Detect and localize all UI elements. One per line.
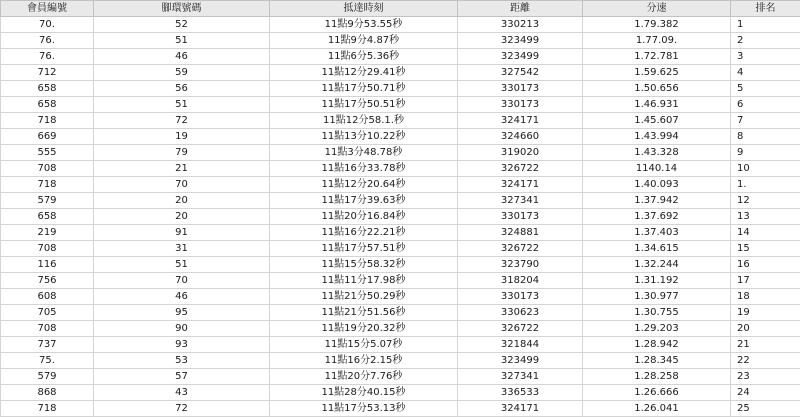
- cell-rank: 9: [731, 145, 800, 161]
- cell-distance: 326722: [458, 321, 583, 337]
- cell-ring-number: 52: [94, 17, 270, 33]
- cell-rank: 1.: [731, 177, 800, 193]
- cell-arrival-time: 11點12分29.41秒: [270, 65, 458, 81]
- table-row[interactable]: [1, 33, 800, 49]
- cell-distance: 327341: [458, 369, 583, 385]
- cell-ring-number: 56: [94, 81, 270, 97]
- cell-ring-number: 90: [94, 321, 270, 337]
- cell-arrival-time: 11點16分22.21秒: [270, 225, 458, 241]
- cell-rank: 24: [731, 385, 800, 401]
- cell-ring-number: 31: [94, 241, 270, 257]
- table-row[interactable]: [1, 129, 800, 145]
- cell-arrival-time: 11點20分16.84秒: [270, 209, 458, 225]
- cell-distance: 327542: [458, 65, 583, 81]
- cell-ring-number: 72: [94, 401, 270, 417]
- cell-distance: 324660: [458, 129, 583, 145]
- cell-rank: 2: [731, 33, 800, 49]
- cell-distance: 321844: [458, 337, 583, 353]
- cell-speed: 1.72.781: [583, 49, 731, 65]
- cell-arrival-time: 11點9分53.55秒: [270, 17, 458, 33]
- table-row[interactable]: [1, 97, 800, 113]
- cell-ring-number: 57: [94, 369, 270, 385]
- cell-speed: 1.50.656: [583, 81, 731, 97]
- cell-distance: 326722: [458, 161, 583, 177]
- cell-arrival-time: 11點12分20.64秒: [270, 177, 458, 193]
- cell-member-id: 116: [1, 257, 94, 273]
- cell-distance: 324881: [458, 225, 583, 241]
- cell-ring-number: 70: [94, 177, 270, 193]
- cell-arrival-time: 11點16分2.15秒: [270, 353, 458, 369]
- cell-distance: 323499: [458, 49, 583, 65]
- cell-rank: 23: [731, 369, 800, 385]
- cell-speed: 1.45.607: [583, 113, 731, 129]
- table-row[interactable]: [1, 81, 800, 97]
- cell-ring-number: 21: [94, 161, 270, 177]
- header-ring-number[interactable]: 腳環號碼: [94, 1, 270, 17]
- cell-member-id: 708: [1, 321, 94, 337]
- table-row[interactable]: [1, 49, 800, 65]
- cell-rank: 10: [731, 161, 800, 177]
- table-row[interactable]: [1, 273, 800, 289]
- cell-speed: 1.59.625: [583, 65, 731, 81]
- cell-member-id: 712: [1, 65, 94, 81]
- cell-arrival-time: 11點13分10.22秒: [270, 129, 458, 145]
- cell-speed: 1.26.666: [583, 385, 731, 401]
- cell-member-id: 756: [1, 273, 94, 289]
- table-row[interactable]: [1, 353, 800, 369]
- cell-speed: 1.31.192: [583, 273, 731, 289]
- cell-distance: 327341: [458, 193, 583, 209]
- table-row[interactable]: [1, 65, 800, 81]
- cell-member-id: 76.: [1, 49, 94, 65]
- cell-member-id: 708: [1, 161, 94, 177]
- cell-arrival-time: 11點11分17.98秒: [270, 273, 458, 289]
- cell-rank: 3: [731, 49, 800, 65]
- cell-speed: 1140.14: [583, 161, 731, 177]
- table-row[interactable]: [1, 225, 800, 241]
- cell-speed: 1.46.931: [583, 97, 731, 113]
- table-row[interactable]: [1, 161, 800, 177]
- cell-distance: 323790: [458, 257, 583, 273]
- table-row[interactable]: [1, 209, 800, 225]
- table-body: [1, 17, 800, 417]
- cell-distance: 330623: [458, 305, 583, 321]
- cell-arrival-time: 11點6分5.36秒: [270, 49, 458, 65]
- cell-member-id: 658: [1, 97, 94, 113]
- cell-member-id: 76.: [1, 33, 94, 49]
- cell-arrival-time: 11點15分58.32秒: [270, 257, 458, 273]
- table-row[interactable]: [1, 369, 800, 385]
- cell-ring-number: 95: [94, 305, 270, 321]
- cell-rank: 13: [731, 209, 800, 225]
- cell-arrival-time: 11點17分39.63秒: [270, 193, 458, 209]
- cell-ring-number: 19: [94, 129, 270, 145]
- header-member-id[interactable]: 會員編號: [1, 1, 94, 17]
- cell-distance: 326722: [458, 241, 583, 257]
- table-row[interactable]: [1, 337, 800, 353]
- table-row[interactable]: [1, 145, 800, 161]
- table-row[interactable]: [1, 257, 800, 273]
- cell-member-id: 737: [1, 337, 94, 353]
- header-arrival-time[interactable]: 抵達時刻: [270, 1, 458, 17]
- cell-ring-number: 20: [94, 193, 270, 209]
- cell-member-id: 718: [1, 113, 94, 129]
- cell-speed: 1.43.328: [583, 145, 731, 161]
- cell-rank: 16: [731, 257, 800, 273]
- cell-arrival-time: 11點15分5.07秒: [270, 337, 458, 353]
- cell-speed: 1.28.942: [583, 337, 731, 353]
- cell-distance: 318204: [458, 273, 583, 289]
- cell-arrival-time: 11點9分4.87秒: [270, 33, 458, 49]
- cell-speed: 1.37.403: [583, 225, 731, 241]
- table-row[interactable]: [1, 385, 800, 401]
- cell-rank: 8: [731, 129, 800, 145]
- header-distance[interactable]: 距離: [458, 1, 583, 17]
- cell-ring-number: 46: [94, 289, 270, 305]
- cell-speed: 1.77.09.: [583, 33, 731, 49]
- cell-distance: 324171: [458, 113, 583, 129]
- cell-ring-number: 79: [94, 145, 270, 161]
- cell-member-id: 718: [1, 401, 94, 417]
- cell-speed: 1.26.041: [583, 401, 731, 417]
- cell-rank: 1: [731, 17, 800, 33]
- table-header: [1, 1, 800, 17]
- cell-arrival-time: 11點3分48.78秒: [270, 145, 458, 161]
- cell-rank: 15: [731, 241, 800, 257]
- cell-member-id: 669: [1, 129, 94, 145]
- cell-ring-number: 59: [94, 65, 270, 81]
- cell-speed: 1.40.093: [583, 177, 731, 193]
- cell-member-id: 219: [1, 225, 94, 241]
- cell-arrival-time: 11點21分51.56秒: [270, 305, 458, 321]
- cell-distance: 319020: [458, 145, 583, 161]
- cell-rank: 17: [731, 273, 800, 289]
- cell-member-id: 718: [1, 177, 94, 193]
- cell-member-id: 658: [1, 81, 94, 97]
- cell-member-id: 868: [1, 385, 94, 401]
- cell-arrival-time: 11點17分53.13秒: [270, 401, 458, 417]
- cell-rank: 18: [731, 289, 800, 305]
- cell-arrival-time: 11點20分7.76秒: [270, 369, 458, 385]
- cell-rank: 12: [731, 193, 800, 209]
- cell-ring-number: 51: [94, 33, 270, 49]
- cell-distance: 323499: [458, 33, 583, 49]
- cell-ring-number: 93: [94, 337, 270, 353]
- cell-rank: 20: [731, 321, 800, 337]
- cell-rank: 5: [731, 81, 800, 97]
- cell-distance: 324171: [458, 401, 583, 417]
- cell-rank: 22: [731, 353, 800, 369]
- table-row[interactable]: [1, 113, 800, 129]
- cell-speed: 1.34.615: [583, 241, 731, 257]
- table-row[interactable]: [1, 193, 800, 209]
- header-rank[interactable]: 排名: [731, 1, 800, 17]
- cell-member-id: 658: [1, 209, 94, 225]
- cell-distance: 324171: [458, 177, 583, 193]
- cell-speed: 1.28.345: [583, 353, 731, 369]
- cell-speed: 1.43.994: [583, 129, 731, 145]
- table-row[interactable]: [1, 321, 800, 337]
- cell-rank: 6: [731, 97, 800, 113]
- cell-ring-number: 70: [94, 273, 270, 289]
- table-row[interactable]: [1, 241, 800, 257]
- cell-speed: 1.30.977: [583, 289, 731, 305]
- cell-distance: 330173: [458, 81, 583, 97]
- cell-ring-number: 72: [94, 113, 270, 129]
- cell-arrival-time: 11點21分50.29秒: [270, 289, 458, 305]
- cell-arrival-time: 11點17分50.51秒: [270, 97, 458, 113]
- cell-speed: 1.28.258: [583, 369, 731, 385]
- cell-distance: 336533: [458, 385, 583, 401]
- cell-speed: 1.37.942: [583, 193, 731, 209]
- cell-distance: 330173: [458, 209, 583, 225]
- cell-member-id: 705: [1, 305, 94, 321]
- table-row[interactable]: [1, 17, 800, 33]
- cell-distance: 323499: [458, 353, 583, 369]
- cell-speed: 1.30.755: [583, 305, 731, 321]
- cell-rank: 19: [731, 305, 800, 321]
- cell-rank: 21: [731, 337, 800, 353]
- cell-arrival-time: 11點28分40.15秒: [270, 385, 458, 401]
- cell-rank: 25: [731, 401, 800, 417]
- cell-ring-number: 91: [94, 225, 270, 241]
- cell-distance: 330173: [458, 97, 583, 113]
- cell-ring-number: 51: [94, 257, 270, 273]
- table-row[interactable]: [1, 305, 800, 321]
- cell-speed: 1.32.244: [583, 257, 731, 273]
- header-row: [1, 1, 800, 17]
- table-row[interactable]: [1, 401, 800, 417]
- cell-member-id: 579: [1, 193, 94, 209]
- cell-ring-number: 53: [94, 353, 270, 369]
- cell-arrival-time: 11點17分57.51秒: [270, 241, 458, 257]
- cell-member-id: 70.: [1, 17, 94, 33]
- cell-distance: 330173: [458, 289, 583, 305]
- cell-member-id: 555: [1, 145, 94, 161]
- cell-rank: 14: [731, 225, 800, 241]
- cell-member-id: 579: [1, 369, 94, 385]
- cell-arrival-time: 11點16分33.78秒: [270, 161, 458, 177]
- cell-rank: 7: [731, 113, 800, 129]
- cell-member-id: 75.: [1, 353, 94, 369]
- cell-ring-number: 43: [94, 385, 270, 401]
- cell-arrival-time: 11點17分50.71秒: [270, 81, 458, 97]
- cell-distance: 330213: [458, 17, 583, 33]
- cell-member-id: 608: [1, 289, 94, 305]
- header-speed[interactable]: 分速: [583, 1, 731, 17]
- cell-ring-number: 51: [94, 97, 270, 113]
- cell-speed: 1.37.692: [583, 209, 731, 225]
- cell-arrival-time: 11點12分58.1.秒: [270, 113, 458, 129]
- cell-member-id: 708: [1, 241, 94, 257]
- cell-arrival-time: 11點19分20.32秒: [270, 321, 458, 337]
- cell-rank: 4: [731, 65, 800, 81]
- table-row[interactable]: [1, 289, 800, 305]
- cell-speed: 1.79.382: [583, 17, 731, 33]
- cell-ring-number: 20: [94, 209, 270, 225]
- cell-ring-number: 46: [94, 49, 270, 65]
- cell-speed: 1.29.203: [583, 321, 731, 337]
- table-row[interactable]: [1, 177, 800, 193]
